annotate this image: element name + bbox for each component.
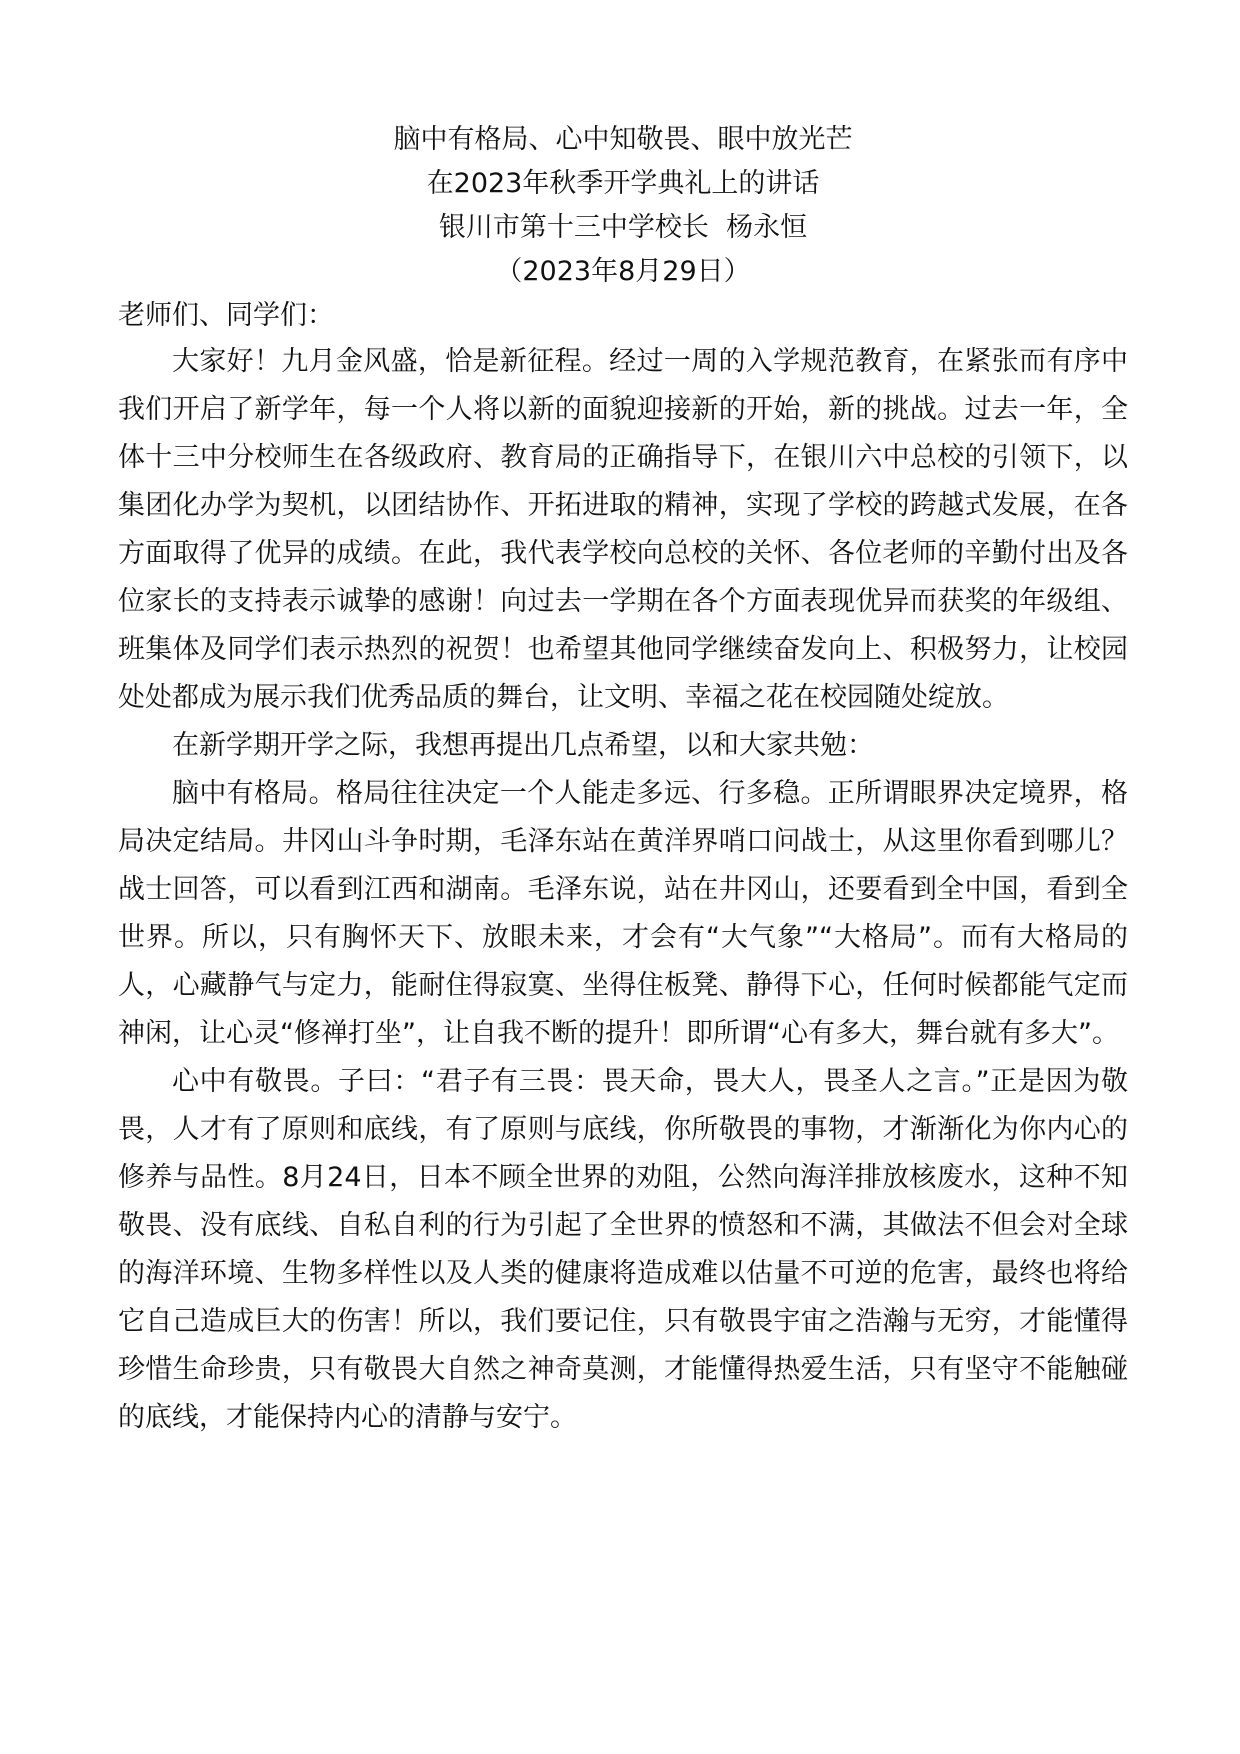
- paragraph-reverence: 心中有敬畏。子曰：“君子有三畏：畏天命，畏大人，畏圣人之言。”正是因为敬畏，人才有了原则和底线，有了原则与底线，你所敬畏的事物，才渐渐化为你内心的修养与品性。8月24日，日本不顾全世界的劝阻，公然向海洋排放核废水，这种不知敬畏、没有底线、自私自利的行为引起了全世界的愤怒和不满，其做法不但会对全球的海洋环境、生物多样性以及人类的健康将造成难以估量不可逆的危害，最终也将给它自己造成巨大的伤害！所以，我们要记住，只有敬畏宇宙之浩瀚与无穷，才能懂得珍惜生命珍贵，只有敬畏大自然之神奇莫测，才能懂得热爱生活，只有坚守不能触碰的底线，才能保持内心的清静与安宁。: [118, 1066, 1128, 1433]
- document-page: [118, 118, 1128, 1442]
- paragraph-intro: 在新学期开学之际，我想再提出几点希望，以和大家共勉：: [172, 730, 874, 761]
- document-subtitle: 在2023年秋季开学典礼上的讲话: [426, 168, 820, 199]
- salutation: 老师们、同学们：: [118, 300, 334, 331]
- document-date: （2023年8月29日）: [495, 256, 751, 287]
- document-author: 银川市第十三中学校长 杨永恒: [438, 212, 808, 243]
- paragraph-greeting: 大家好！九月金风盛，恰是新征程。经过一周的入学规范教育，在紧张而有序中我们开启了新学年，每一个人将以新的面貌迎接新的开始，新的挑战。过去一年，全体十三中分校师生在各级政府、教育局的正确指导下，在银川六中总校的引领下，以集团化办学为契机，以团结协作、开拓进取的精神，实现了学校的跨越式发展，在各方面取得了优异的成绩。在此，我代表学校向总校的关怀、各位老师的辛勤付出及各位家长的支持表示诚挚的感谢！向过去一学期在各个方面表现优异而获奖的年级组、班集体及同学们表示热烈的祝贺！也希望其他同学继续奋发向上、积极努力，让校园处处都成为展示我们优秀品质的舞台，让文明、幸福之花在校园随处绽放。: [118, 346, 1128, 713]
- paragraph-vision: 脑中有格局。格局往往决定一个人能走多远、行多稳。正所谓眼界决定境界，格局决定结局。井冈山斗争时期，毛泽东站在黄洋界哨口问战士，从这里你看到哪儿？战士回答，可以看到江西和湖南。毛泽东说，站在井冈山，还要看到全中国，看到全世界。所以，只有胸怀天下、放眼未来，才会有“大气象”“大格局”。而有大格局的人，心藏静气与定力，能耐住得寂寞、坐得住板凳、静得下心，任何时候都能气定而神闲，让心灵“修禅打坐”，让自我不断的提升！即所谓“心有多大，舞台就有多大”。: [118, 778, 1128, 1049]
- document-title: 脑中有格局、心中知敬畏、眼中放光芒: [393, 124, 853, 155]
